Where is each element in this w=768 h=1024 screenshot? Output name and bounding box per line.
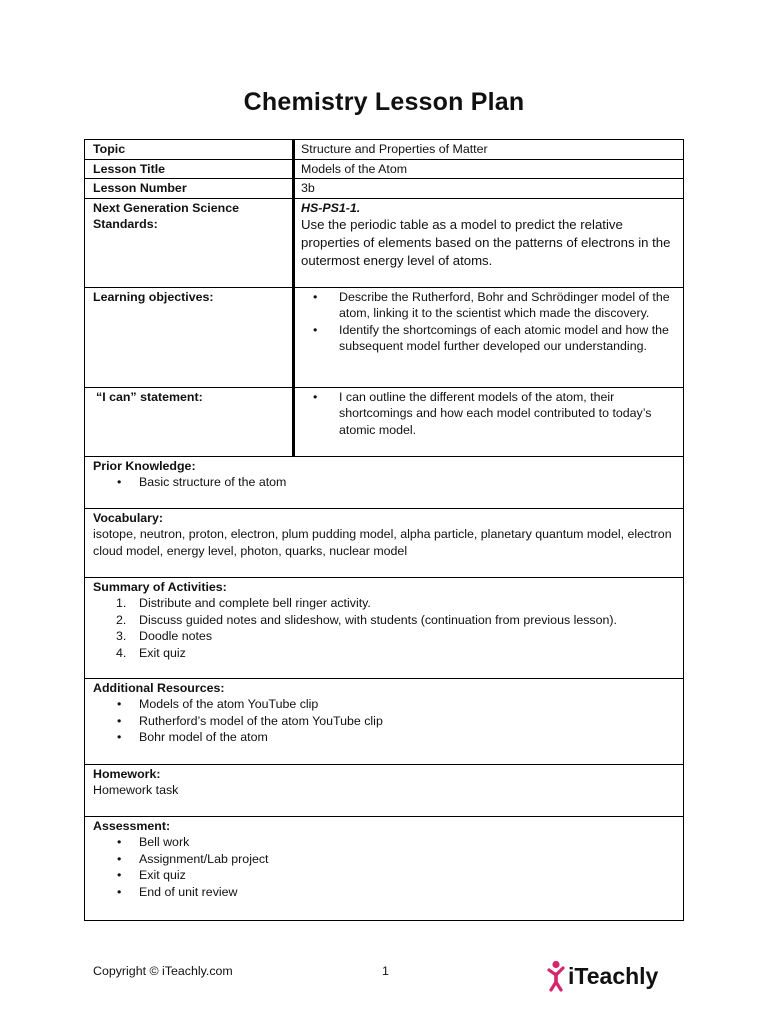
assessment-list	[93, 834, 679, 900]
logo-text: iTeachly	[568, 962, 659, 989]
list-item: • Assignment/Lab project	[93, 851, 679, 868]
figure-icon	[547, 960, 567, 992]
standards-code: HS-PS1-1.	[301, 200, 361, 215]
list-item: • Describe the Rutherford, Bohr and Schrödinger model of the atom, linking it to the scientist which made the discovery.	[301, 289, 679, 322]
resources-row	[85, 678, 684, 764]
list-item: • Models of the atom YouTube clip	[93, 696, 679, 713]
standards-label: Next Generation Science Standards:	[85, 198, 294, 287]
prior-knowledge-title: Prior Knowledge:	[93, 458, 196, 473]
topic-label: Topic	[85, 140, 294, 160]
homework-text: Homework task	[93, 783, 179, 797]
summary-title: Summary of Activities:	[93, 579, 227, 594]
lesson-number-label: Lesson Number	[85, 179, 294, 199]
summary-row	[85, 577, 684, 678]
i-can-list	[301, 389, 679, 439]
list-item: • Rutherford’s model of the atom YouTube clip	[93, 713, 679, 730]
standards-text: Use the periodic table as a model to predict the relative properties of elements based on the patterns of electrons in the outermost energy level of atoms.	[301, 217, 671, 268]
objectives-label: Learning objectives:	[85, 287, 294, 387]
vocabulary-row	[85, 508, 684, 577]
resources-title: Additional Resources:	[93, 680, 225, 695]
page-title: Chemistry Lesson Plan	[243, 88, 525, 116]
list-item: Distribute and complete bell ringer activity.	[139, 596, 371, 610]
objectives-row	[85, 287, 684, 387]
homework-row	[85, 764, 684, 816]
page-number: 1	[382, 964, 389, 978]
objectives-list	[301, 289, 679, 355]
prior-knowledge-row	[85, 456, 684, 508]
topic-value: Structure and Properties of Matter	[294, 140, 684, 160]
list-item: • Bell work	[93, 834, 679, 851]
list-item: • Basic structure of the atom	[93, 474, 679, 491]
lesson-plan-table	[84, 139, 684, 921]
list-item: • Bohr model of the atom	[93, 729, 679, 746]
lesson-title-row	[85, 159, 684, 179]
vocabulary-title: Vocabulary:	[93, 510, 164, 525]
prior-knowledge-list	[93, 474, 679, 491]
iteachly-logo	[547, 960, 658, 992]
list-item: • I can outline the different models of the atom, their shortcomings and how each model contributed to today’s atomic model.	[301, 389, 679, 439]
summary-list	[93, 595, 679, 661]
assessment-row	[85, 816, 684, 920]
list-item: Discuss guided notes and slideshow, with students (continuation from previous lesson).	[139, 612, 617, 627]
list-item: Exit quiz	[139, 645, 186, 660]
lesson-title-label: Lesson Title	[85, 159, 294, 179]
resources-list	[93, 696, 679, 746]
i-can-label: “I can” statement:	[85, 387, 294, 456]
list-item: • End of unit review	[93, 884, 679, 901]
topic-row	[85, 140, 684, 160]
list-item: • Exit quiz	[93, 867, 679, 884]
lesson-number-value: 3b	[294, 179, 684, 199]
i-can-row	[85, 387, 684, 456]
vocabulary-text: isotope, neutron, proton, electron, plum pudding model, alpha particle, planetary quantum model, electron cloud model, energy level, photon, quarks, nuclear model	[93, 527, 672, 558]
homework-title: Homework:	[93, 766, 161, 781]
lesson-number-row	[85, 179, 684, 199]
assessment-title: Assessment:	[93, 818, 171, 833]
standards-row	[85, 198, 684, 287]
copyright-text: Copyright © iTeachly.com	[93, 964, 233, 978]
list-item: Doodle notes	[139, 629, 213, 643]
list-item: • Identify the shortcomings of each atomic model and how the subsequent model further developed our understanding.	[301, 322, 679, 355]
lesson-title-value: Models of the Atom	[294, 159, 684, 179]
